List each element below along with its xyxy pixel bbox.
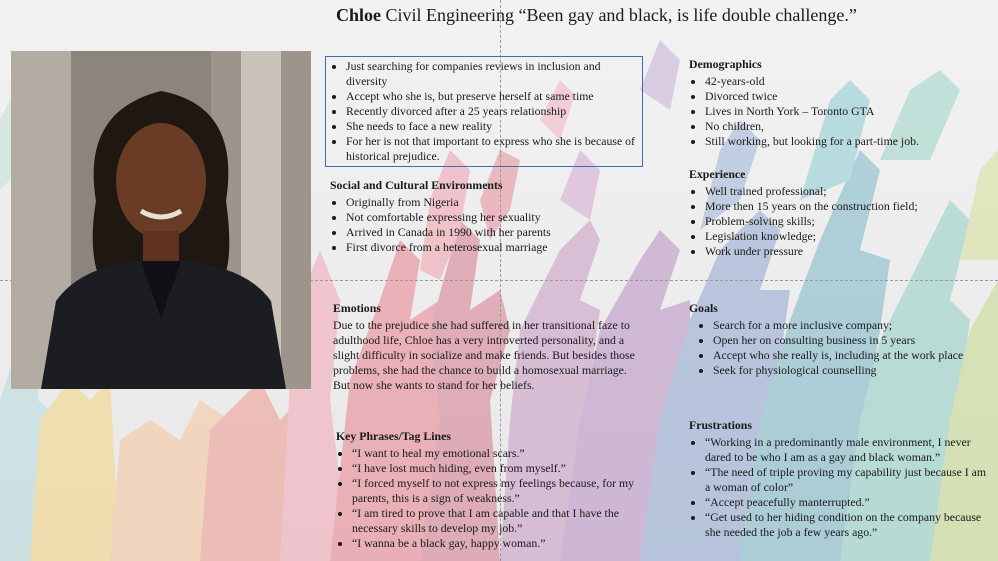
persona-quote: “Been gay and black, is life double challenge.” [518,5,857,25]
goals-item: • Open her on consulting business in 5 years [713,333,989,348]
experience-item: • Work under pressure [705,244,989,259]
summary-box [325,56,643,167]
experience-item: • Legislation knowledge; [705,229,989,244]
demographics-item: • Divorced twice [705,89,989,104]
phrase-item: • “I have lost much hiding, even from myself.” [352,461,636,476]
social-cultural-section [330,178,630,255]
goals-item: • Seek for physiological counselling [713,363,989,378]
frustration-item: • “The need of triple proving my capability just because I am a woman of color” [705,465,989,495]
section-heading: Demographics [689,57,762,71]
goals-section [689,301,989,378]
persona-role: Civil Engineering [385,5,514,25]
experience-item: • Problem-solving skills; [705,214,989,229]
demographics-item: • Lives in North York – Toronto GTA [705,104,989,119]
demographics-item: • 42-years-old [705,74,989,89]
phrase-item: • “I am tired to prove that I am capable and that I have the necessary skills to develop my job.” [352,506,636,536]
summary-item: • She needs to face a new reality [346,119,638,134]
demographics-item: • No children, [705,119,989,134]
frustrations-section [689,418,989,540]
key-phrases-section [336,429,636,551]
phrase-item: • “I want to heal my emotional scars.” [352,446,636,461]
section-heading: Goals [689,301,718,315]
goals-item: • Search for a more inclusive company; [713,318,989,333]
demographics-item: • Still working, but looking for a part-time job. [705,134,989,149]
social-item: • Arrived in Canada in 1990 with her parents [346,225,630,240]
summary-item: • Accept who she is, but preserve herself at same time [346,89,638,104]
section-heading: Experience [689,167,746,181]
goals-item: • Accept who she really is, including at the work place [713,348,989,363]
section-heading: Frustrations [689,418,752,432]
emotions-text: Due to the prejudice she had suffered in her transitional faze to adulthood life, Chloe has a very introverted personality, and a slight difficulty in socialize and make friends. But besides those problems, she had the chance to build a homosexual marriage. But now she wants to stand for her beliefs. [333,318,635,392]
section-heading: Social and Cultural Environments [330,178,503,192]
frustration-item: • “Get used to her hiding condition on the company because she needed the job a few years ago.” [705,510,989,540]
frustration-item: • “Working in a predominantly male environment, I never dared to be who I am as a gay and black woman.” [705,435,989,465]
experience-item: • Well trained professional; [705,184,989,199]
phrase-item: • “I wanna be a black gay, happy woman.” [352,536,636,551]
phrase-item: • “I forced myself to not express my feelings because, for my parents, this is a sign of weakness.” [352,476,636,506]
social-item: • Not comfortable expressing her sexuality [346,210,630,225]
section-heading: Emotions [333,301,381,315]
persona-title [336,5,857,26]
emotions-section [333,301,638,393]
summary-item: • Just searching for companies reviews in inclusion and diversity [346,59,638,89]
demographics-section [689,57,989,149]
summary-item: • Recently divorced after a 25 years relationship [346,104,638,119]
summary-item: • For her is not that important to express who she is because of historical prejudice. [346,134,638,164]
frustration-item: • “Accept peacefully manterrupted.” [705,495,989,510]
social-item: • First divorce from a heterosexual marriage [346,240,630,255]
persona-name: Chloe [336,5,381,25]
social-item: • Originally from Nigeria [346,195,630,210]
experience-section [689,167,989,259]
experience-item: • More then 15 years on the construction field; [705,199,989,214]
persona-photo [11,51,311,389]
section-heading: Key Phrases/Tag Lines [336,429,451,443]
